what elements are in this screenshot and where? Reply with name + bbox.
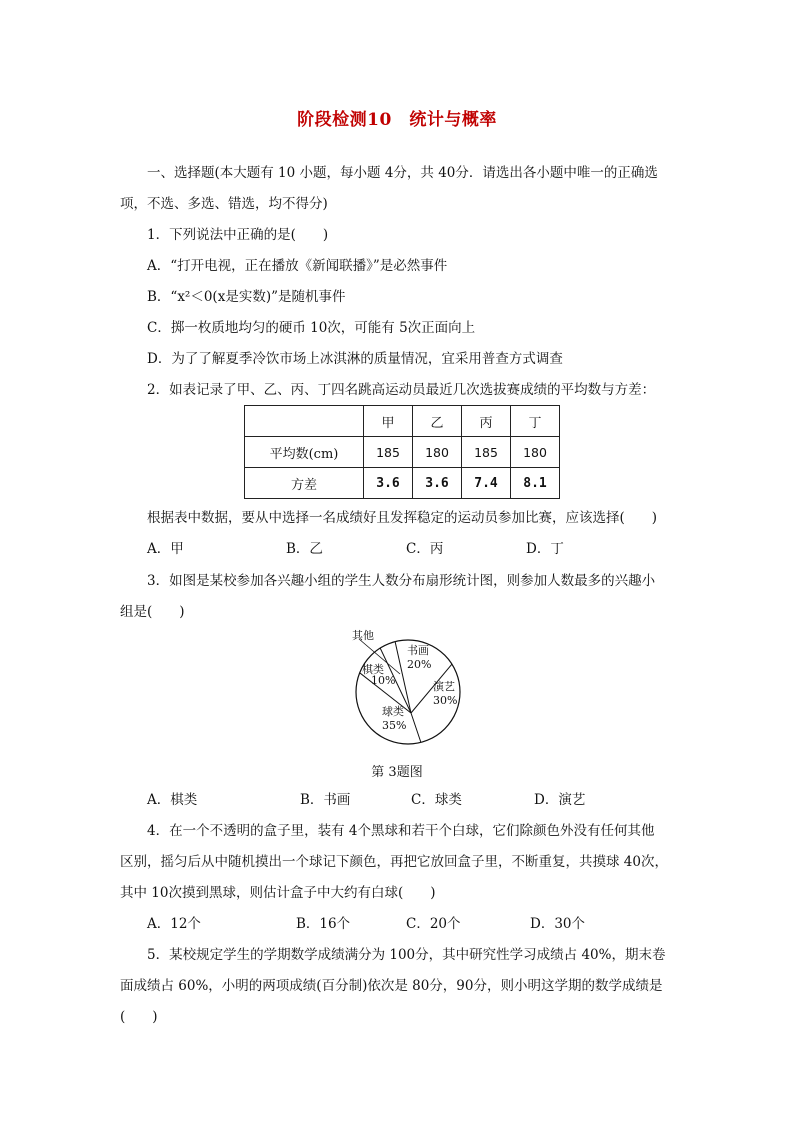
table-cell: 185 [364, 437, 413, 468]
table-header-cell: 甲 [364, 406, 413, 437]
pie-value-calligraphy: 20% [407, 658, 432, 671]
q4-option-b: B．16个 [296, 916, 351, 932]
q4-option-c: C．20个 [406, 916, 461, 932]
pie-chart [345, 628, 465, 753]
pie-label-performance: 演艺 [433, 680, 455, 693]
q2-follow-text: 根据表中数据，要从中选择一名成绩好且发挥稳定的运动员参加比赛，应该选择( ) [147, 510, 658, 526]
q4-option-a: A．12个 [147, 916, 201, 932]
q3-stem-line2: 组是( ) [120, 604, 185, 620]
q1-option-b: B．“x²＜0(x是实数)”是随机事件 [147, 289, 346, 305]
q3-option-b: B．书画 [300, 792, 351, 808]
q5-stem-line2: 面成绩占 60%，小明的两项成绩(百分制)依次是 80分，90分，则小明这学期的数学成绩是 [120, 978, 663, 994]
pie-label-ball: 球类 [382, 705, 404, 718]
q4-stem-line1: 4．在一个不透明的盒子里，装有 4个黑球和若干个白球，它们除颜色外没有任何其他 [147, 823, 655, 839]
q1-option-d: D．为了了解夏季冷饮市场上冰淇淋的质量情况，宜采用普查方式调查 [147, 351, 563, 367]
pie-label-other: 其他 [352, 629, 374, 642]
table-cell: 8.1 [511, 468, 560, 499]
pie-label-calligraphy: 书画 [407, 644, 429, 657]
table-header-row [245, 406, 560, 437]
table-row-label: 平均数(cm) [245, 437, 364, 468]
table-header-cell [245, 406, 364, 437]
q2-stem: 2．如表记录了甲、乙、丙、丁四名跳高运动员最近几次选拔赛成绩的平均数与方差： [147, 382, 656, 398]
table-header-cell: 丁 [511, 406, 560, 437]
pie-value-performance: 30% [433, 694, 458, 707]
q2-option-c: C．丙 [406, 541, 444, 557]
section-instructions-line1: 一、选择题(本大题有 10 小题，每小题 4分，共 40分．请选出各小题中唯一的正确选 [147, 165, 658, 181]
section-instructions-line2: 项，不选、多选、错选，均不得分) [120, 196, 328, 212]
q2-option-b: B．乙 [286, 541, 323, 557]
q3-option-c: C．球类 [411, 792, 462, 808]
q4-option-d: D．30个 [530, 916, 586, 932]
table-cell: 180 [413, 437, 462, 468]
table-row [245, 437, 560, 468]
q1-option-c: C．掷一枚质地均匀的硬币 10次，可能有 5次正面向上 [147, 320, 476, 336]
pie-value-chess: 10% [371, 674, 396, 687]
table-row-label: 方差 [245, 468, 364, 499]
q4-stem-line2: 区别，摇匀后从中随机摸出一个球记下颜色，再把它放回盒子里，不断重复，共摸球 40次， [120, 854, 668, 870]
q2-stats-table [244, 405, 560, 499]
q3-stem-line1: 3．如图是某校参加各兴趣小组的学生人数分布扇形统计图，则参加人数最多的兴趣小 [147, 573, 656, 589]
q2-option-a: A．甲 [147, 541, 184, 557]
table-cell: 3.6 [364, 468, 413, 499]
figure-caption: 第 3题图 [371, 765, 423, 780]
table-cell: 185 [462, 437, 511, 468]
table-header-cell: 丙 [462, 406, 511, 437]
q5-stem-line1: 5．某校规定学生的学期数学成绩满分为 100分，其中研究性学习成绩占 40%，期末卷 [147, 947, 666, 963]
pie-label-chess: 棋类 [362, 663, 384, 676]
pie-value-ball: 35% [382, 719, 407, 732]
table-cell: 180 [511, 437, 560, 468]
table-row [245, 468, 560, 499]
q1-stem: 1．下列说法中正确的是( ) [147, 227, 329, 243]
q5-stem-line3: ( ) [120, 1009, 158, 1025]
table-cell: 3.6 [413, 468, 462, 499]
q1-option-a: A．“打开电视，正在播放《新闻联播》”是必然事件 [147, 258, 448, 274]
q2-option-d: D．丁 [526, 541, 564, 557]
q3-option-a: A．棋类 [147, 792, 198, 808]
q4-stem-line3: 其中 10次摸到黑球，则估计盒子中大约有白球( ) [120, 885, 436, 901]
table-header-cell: 乙 [413, 406, 462, 437]
q3-option-d: D．演艺 [534, 792, 586, 808]
page-title: 阶段检测10 统计与概率 [297, 110, 497, 130]
table-cell: 7.4 [462, 468, 511, 499]
